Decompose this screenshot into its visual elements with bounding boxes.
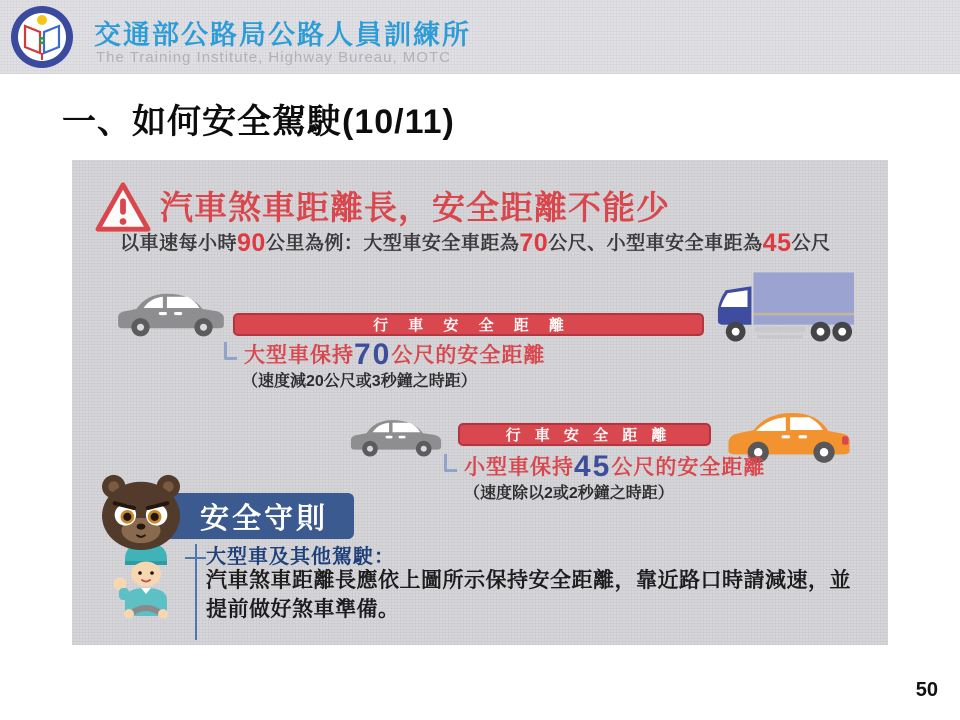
header-band <box>0 0 960 74</box>
distance-note-large: （速度減20公尺或3秒鐘之時距） <box>242 373 477 390</box>
speed-example-line <box>120 228 831 258</box>
large-vehicle-distance-value: 70 <box>519 229 549 257</box>
safe-distance-bar-label: 行 車 安 全 距 離 <box>373 317 572 334</box>
gray-car-icon <box>110 282 232 338</box>
distance-note-small: （速度除以2或2秒鐘之時距） <box>464 485 674 502</box>
keep-suffix: 公尺的安全距離 <box>391 344 546 367</box>
org-subtitle: The Training Institute, Highway Bureau, MOTC <box>96 49 451 66</box>
page-number: 50 <box>915 679 938 701</box>
bear-mascot-icon <box>92 472 190 550</box>
warning-triangle-icon <box>94 180 152 234</box>
warning-headline: 汽車煞車距離長，安全距離不能少 <box>160 189 670 226</box>
advice-divider-tick <box>185 557 206 559</box>
example-text: 以車速每小時 <box>120 233 238 254</box>
page-title: 一、如何安全駕駛(10/11) <box>62 103 455 141</box>
example-text: 公尺、小型車安全車距為 <box>548 233 763 254</box>
keep-prefix: 大型車保持 <box>244 344 354 367</box>
example-text: 公尺 <box>791 233 831 254</box>
advice-heading: 大型車及其他駕駛： <box>206 546 395 568</box>
example-text: 公里為例：大型車安全車距為 <box>265 233 520 254</box>
speed-value: 90 <box>237 229 266 257</box>
keep-prefix: 小型車保持 <box>464 456 574 479</box>
safe-distance-bar-large <box>233 313 704 336</box>
safe-distance-bar-label: 行 車 安 全 距 離 <box>505 427 672 444</box>
keep-suffix: 公尺的安全距離 <box>611 456 766 479</box>
keep-distance-line-large <box>224 338 545 372</box>
keep-distance-line-small <box>444 450 765 484</box>
distance-number: 45 <box>574 450 612 483</box>
elbow-connector-icon <box>444 454 457 472</box>
infographic-panel <box>72 160 888 645</box>
distance-number: 70 <box>354 338 392 371</box>
org-title: 交通部公路局公路人員訓練所 <box>94 20 471 50</box>
elbow-connector-icon <box>224 342 237 360</box>
small-vehicle-distance-value: 45 <box>762 229 792 257</box>
safety-rules-badge-label: 安全守則 <box>200 502 329 535</box>
gray-car-icon <box>344 405 448 463</box>
truck-icon <box>710 268 858 344</box>
advice-body: 汽車煞車距離長應依上圖所示保持安全距離，靠近路口時請減速，並提前做好煞車準備。 <box>206 569 851 621</box>
motc-highway-bureau-logo <box>10 5 74 69</box>
safe-distance-bar-small <box>458 423 711 446</box>
